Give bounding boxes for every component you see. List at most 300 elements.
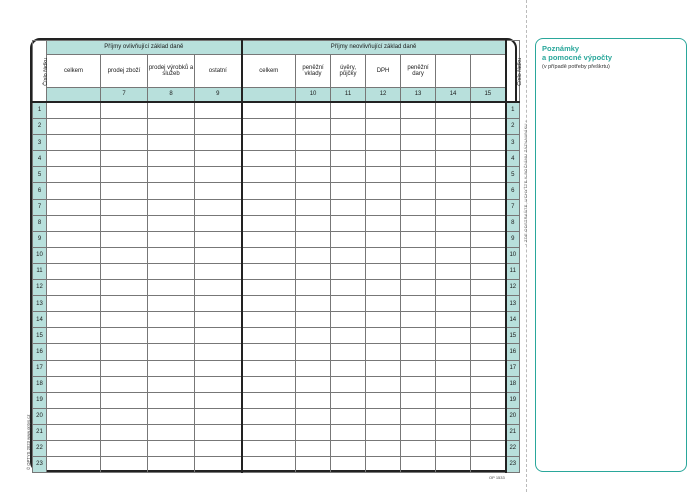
row-number-left: 2 <box>33 119 47 135</box>
entry-cell[interactable] <box>296 263 331 279</box>
entry-cell[interactable] <box>366 199 401 215</box>
entry-cell[interactable] <box>148 280 195 296</box>
row-number-right: 16 <box>506 344 520 360</box>
entry-cell[interactable] <box>471 119 506 135</box>
entry-cell[interactable] <box>101 167 148 183</box>
entry-cell[interactable] <box>148 424 195 440</box>
entry-cell[interactable] <box>366 183 401 199</box>
column-header: ostatní <box>195 55 242 88</box>
entry-cell[interactable] <box>436 328 471 344</box>
entry-cell[interactable] <box>242 167 296 183</box>
entry-cell[interactable] <box>47 440 101 456</box>
entry-cell[interactable] <box>366 263 401 279</box>
entry-cell[interactable] <box>471 263 506 279</box>
entry-cell[interactable] <box>401 199 436 215</box>
entry-cell[interactable] <box>471 231 506 247</box>
entry-cell[interactable] <box>331 296 366 312</box>
entry-cell[interactable] <box>148 231 195 247</box>
entry-cell[interactable] <box>101 102 148 119</box>
table-row <box>33 215 520 231</box>
entry-cell[interactable] <box>401 457 436 473</box>
entry-cell[interactable] <box>101 408 148 424</box>
entry-cell[interactable] <box>101 296 148 312</box>
entry-cell[interactable] <box>242 247 296 263</box>
entry-cell[interactable] <box>331 344 366 360</box>
entry-cell[interactable] <box>242 457 296 473</box>
entry-cell[interactable] <box>47 280 101 296</box>
entry-cell[interactable] <box>331 231 366 247</box>
table-row <box>33 424 520 440</box>
table-row <box>33 135 520 151</box>
entry-cell[interactable] <box>148 183 195 199</box>
entry-cell[interactable] <box>401 167 436 183</box>
row-number-right: 5 <box>506 167 520 183</box>
entry-cell[interactable] <box>101 215 148 231</box>
entry-cell[interactable] <box>401 392 436 408</box>
entry-cell[interactable] <box>101 328 148 344</box>
entry-cell[interactable] <box>242 392 296 408</box>
entry-cell[interactable] <box>366 328 401 344</box>
entry-cell[interactable] <box>436 167 471 183</box>
table-row <box>33 183 520 199</box>
entry-cell[interactable] <box>195 102 242 119</box>
entry-cell[interactable] <box>366 102 401 119</box>
entry-cell[interactable] <box>471 440 506 456</box>
entry-cell[interactable] <box>436 183 471 199</box>
entry-cell[interactable] <box>331 263 366 279</box>
row-number-left: 4 <box>33 151 47 167</box>
entry-cell[interactable] <box>331 247 366 263</box>
row-number-right: 2 <box>506 119 520 135</box>
entry-cell[interactable] <box>47 183 101 199</box>
entry-cell[interactable] <box>242 328 296 344</box>
column-number: 14 <box>436 88 471 103</box>
entry-cell[interactable] <box>296 167 331 183</box>
entry-cell[interactable] <box>401 215 436 231</box>
entry-cell[interactable] <box>436 102 471 119</box>
entry-cell[interactable] <box>101 344 148 360</box>
entry-cell[interactable] <box>242 312 296 328</box>
entry-cell[interactable] <box>436 312 471 328</box>
entry-cell[interactable] <box>436 376 471 392</box>
entry-cell[interactable] <box>242 199 296 215</box>
entry-cell[interactable] <box>436 408 471 424</box>
row-number-left: 13 <box>33 296 47 312</box>
entry-cell[interactable] <box>296 151 331 167</box>
entry-cell[interactable] <box>471 376 506 392</box>
entry-cell[interactable] <box>296 376 331 392</box>
entry-cell[interactable] <box>101 392 148 408</box>
entry-cell[interactable] <box>436 440 471 456</box>
entry-cell[interactable] <box>195 312 242 328</box>
entry-cell[interactable] <box>436 360 471 376</box>
column-number: 15 <box>471 88 506 103</box>
entry-cell[interactable] <box>296 183 331 199</box>
entry-cell[interactable] <box>148 296 195 312</box>
entry-cell[interactable] <box>331 119 366 135</box>
entry-cell[interactable] <box>401 280 436 296</box>
entry-cell[interactable] <box>471 296 506 312</box>
entry-cell[interactable] <box>101 151 148 167</box>
entry-cell[interactable] <box>47 167 101 183</box>
entry-cell[interactable] <box>47 376 101 392</box>
table-row <box>33 457 520 473</box>
entry-cell[interactable] <box>401 263 436 279</box>
entry-cell[interactable] <box>366 344 401 360</box>
entry-cell[interactable] <box>195 328 242 344</box>
entry-cell[interactable] <box>436 247 471 263</box>
row-number-right: 23 <box>506 457 520 473</box>
entry-cell[interactable] <box>366 231 401 247</box>
entry-cell[interactable] <box>296 440 331 456</box>
entry-cell[interactable] <box>148 215 195 231</box>
entry-cell[interactable] <box>366 312 401 328</box>
entry-cell[interactable] <box>242 424 296 440</box>
column-number: 8 <box>148 88 195 103</box>
entry-cell[interactable] <box>331 457 366 473</box>
entry-cell[interactable] <box>401 183 436 199</box>
column-header <box>436 55 471 88</box>
entry-cell[interactable] <box>296 199 331 215</box>
entry-cell[interactable] <box>331 312 366 328</box>
entry-cell[interactable] <box>366 392 401 408</box>
row-number-right: 9 <box>506 231 520 247</box>
entry-cell[interactable] <box>471 183 506 199</box>
column-number: 9 <box>195 88 242 103</box>
entry-cell[interactable] <box>148 440 195 456</box>
entry-cell[interactable] <box>101 280 148 296</box>
entry-cell[interactable] <box>436 263 471 279</box>
entry-cell[interactable] <box>366 376 401 392</box>
entry-cell[interactable] <box>436 457 471 473</box>
entry-cell[interactable] <box>401 296 436 312</box>
entry-cell[interactable] <box>331 280 366 296</box>
entry-cell[interactable] <box>47 424 101 440</box>
entry-cell[interactable] <box>401 151 436 167</box>
entry-cell[interactable] <box>296 102 331 119</box>
column-header: úvěry, půjčky <box>331 55 366 88</box>
entry-cell[interactable] <box>436 392 471 408</box>
entry-cell[interactable] <box>47 151 101 167</box>
table-row <box>33 151 520 167</box>
entry-cell[interactable] <box>148 247 195 263</box>
entry-cell[interactable] <box>331 151 366 167</box>
row-number-left: 21 <box>33 424 47 440</box>
entry-cell[interactable] <box>296 231 331 247</box>
entry-cell[interactable] <box>47 392 101 408</box>
entry-cell[interactable] <box>101 135 148 151</box>
entry-cell[interactable] <box>195 408 242 424</box>
entry-cell[interactable] <box>47 344 101 360</box>
entry-cell[interactable] <box>471 360 506 376</box>
entry-cell[interactable] <box>195 360 242 376</box>
entry-cell[interactable] <box>366 167 401 183</box>
entry-cell[interactable] <box>436 135 471 151</box>
entry-cell[interactable] <box>47 135 101 151</box>
entry-cell[interactable] <box>242 183 296 199</box>
entry-cell[interactable] <box>101 231 148 247</box>
entry-cell[interactable] <box>296 408 331 424</box>
entry-cell[interactable] <box>195 344 242 360</box>
entry-cell[interactable] <box>148 360 195 376</box>
entry-cell[interactable] <box>436 280 471 296</box>
entry-cell[interactable] <box>242 119 296 135</box>
entry-cell[interactable] <box>148 199 195 215</box>
entry-cell[interactable] <box>195 167 242 183</box>
entry-cell[interactable] <box>195 440 242 456</box>
entry-cell[interactable] <box>471 328 506 344</box>
entry-cell[interactable] <box>47 360 101 376</box>
entry-cell[interactable] <box>436 344 471 360</box>
entry-cell[interactable] <box>296 392 331 408</box>
entry-cell[interactable] <box>436 424 471 440</box>
entry-cell[interactable] <box>195 119 242 135</box>
entry-cell[interactable] <box>242 263 296 279</box>
entry-cell[interactable] <box>331 167 366 183</box>
entry-cell[interactable] <box>148 344 195 360</box>
row-number-left: 9 <box>33 231 47 247</box>
entry-cell[interactable] <box>148 376 195 392</box>
entry-cell[interactable] <box>195 392 242 408</box>
entry-cell[interactable] <box>471 424 506 440</box>
entry-cell[interactable] <box>148 328 195 344</box>
entry-cell[interactable] <box>101 183 148 199</box>
entry-cell[interactable] <box>331 424 366 440</box>
entry-cell[interactable] <box>101 440 148 456</box>
entry-cell[interactable] <box>401 344 436 360</box>
table-row <box>33 360 520 376</box>
entry-cell[interactable] <box>148 135 195 151</box>
entry-cell[interactable] <box>401 312 436 328</box>
entry-cell[interactable] <box>101 457 148 473</box>
entry-cell[interactable] <box>242 102 296 119</box>
entry-cell[interactable] <box>296 247 331 263</box>
table-row <box>33 408 520 424</box>
entry-cell[interactable] <box>47 119 101 135</box>
entry-cell[interactable] <box>436 231 471 247</box>
entry-cell[interactable] <box>148 312 195 328</box>
entry-cell[interactable] <box>471 167 506 183</box>
entry-cell[interactable] <box>296 280 331 296</box>
notes-subtitle: (v případě potřeby přeškrtu) <box>542 64 610 70</box>
entry-cell[interactable] <box>401 102 436 119</box>
entry-cell[interactable] <box>401 119 436 135</box>
entry-cell[interactable] <box>331 135 366 151</box>
entry-cell[interactable] <box>47 296 101 312</box>
entry-cell[interactable] <box>195 247 242 263</box>
entry-cell[interactable] <box>242 376 296 392</box>
column-number <box>47 88 101 103</box>
entry-cell[interactable] <box>331 360 366 376</box>
right-group-title: Příjmy neovlivňující základ daně <box>242 41 506 55</box>
entry-cell[interactable] <box>296 119 331 135</box>
entry-cell[interactable] <box>242 408 296 424</box>
entry-cell[interactable] <box>331 392 366 408</box>
row-number-right: 13 <box>506 296 520 312</box>
entry-cell[interactable] <box>101 376 148 392</box>
entry-cell[interactable] <box>366 119 401 135</box>
entry-cell[interactable] <box>195 424 242 440</box>
entry-cell[interactable] <box>101 424 148 440</box>
entry-cell[interactable] <box>471 151 506 167</box>
entry-cell[interactable] <box>242 151 296 167</box>
entry-cell[interactable] <box>471 312 506 328</box>
entry-cell[interactable] <box>195 231 242 247</box>
entry-cell[interactable] <box>401 408 436 424</box>
entry-cell[interactable] <box>101 263 148 279</box>
entry-cell[interactable] <box>47 328 101 344</box>
column-header: DPH <box>366 55 401 88</box>
entry-cell[interactable] <box>436 215 471 231</box>
entry-cell[interactable] <box>366 135 401 151</box>
entry-cell[interactable] <box>242 344 296 360</box>
row-number-left: 17 <box>33 360 47 376</box>
entry-cell[interactable] <box>296 328 331 344</box>
entry-cell[interactable] <box>331 440 366 456</box>
entry-cell[interactable] <box>471 457 506 473</box>
entry-cell[interactable] <box>242 360 296 376</box>
entry-cell[interactable] <box>296 360 331 376</box>
entry-cell[interactable] <box>195 376 242 392</box>
entry-cell[interactable] <box>148 457 195 473</box>
entry-cell[interactable] <box>471 392 506 408</box>
entry-cell[interactable] <box>242 215 296 231</box>
entry-cell[interactable] <box>331 102 366 119</box>
entry-cell[interactable] <box>366 215 401 231</box>
entry-cell[interactable] <box>101 199 148 215</box>
entry-cell[interactable] <box>366 296 401 312</box>
entry-cell[interactable] <box>471 199 506 215</box>
entry-cell[interactable] <box>296 215 331 231</box>
entry-cell[interactable] <box>296 457 331 473</box>
entry-cell[interactable] <box>195 457 242 473</box>
column-number: 10 <box>296 88 331 103</box>
entry-cell[interactable] <box>242 231 296 247</box>
table-row <box>33 167 520 183</box>
entry-cell[interactable] <box>47 312 101 328</box>
table-row <box>33 296 520 312</box>
entry-cell[interactable] <box>401 424 436 440</box>
entry-cell[interactable] <box>436 199 471 215</box>
entry-cell[interactable] <box>366 280 401 296</box>
entry-cell[interactable] <box>331 376 366 392</box>
entry-cell[interactable] <box>331 199 366 215</box>
entry-cell[interactable] <box>195 263 242 279</box>
entry-cell[interactable] <box>401 360 436 376</box>
entry-cell[interactable] <box>195 296 242 312</box>
entry-cell[interactable] <box>47 263 101 279</box>
table-row <box>33 440 520 456</box>
entry-cell[interactable] <box>366 440 401 456</box>
entry-cell[interactable] <box>148 263 195 279</box>
entry-cell[interactable] <box>471 344 506 360</box>
entry-cell[interactable] <box>148 119 195 135</box>
entry-cell[interactable] <box>195 199 242 215</box>
entry-cell[interactable] <box>401 247 436 263</box>
entry-cell[interactable] <box>436 296 471 312</box>
entry-cell[interactable] <box>47 215 101 231</box>
notes-box[interactable] <box>535 38 687 472</box>
entry-cell[interactable] <box>242 440 296 456</box>
entry-cell[interactable] <box>296 312 331 328</box>
entry-cell[interactable] <box>296 296 331 312</box>
entry-cell[interactable] <box>101 119 148 135</box>
entry-cell[interactable] <box>401 231 436 247</box>
row-number-right: 11 <box>506 263 520 279</box>
entry-cell[interactable] <box>471 215 506 231</box>
row-number-right: 8 <box>506 215 520 231</box>
entry-cell[interactable] <box>366 424 401 440</box>
entry-cell[interactable] <box>331 215 366 231</box>
entry-cell[interactable] <box>101 247 148 263</box>
entry-cell[interactable] <box>331 183 366 199</box>
entry-cell[interactable] <box>195 135 242 151</box>
entry-cell[interactable] <box>148 151 195 167</box>
column-number: 11 <box>331 88 366 103</box>
entry-cell[interactable] <box>331 328 366 344</box>
row-number-left: 22 <box>33 440 47 456</box>
entry-cell[interactable] <box>401 135 436 151</box>
row-number-left: 18 <box>33 376 47 392</box>
entry-cell[interactable] <box>471 408 506 424</box>
entry-cell[interactable] <box>471 280 506 296</box>
entry-cell[interactable] <box>401 376 436 392</box>
row-number-right: 20 <box>506 408 520 424</box>
entry-cell[interactable] <box>148 167 195 183</box>
entry-cell[interactable] <box>242 135 296 151</box>
entry-cell[interactable] <box>47 231 101 247</box>
entry-cell[interactable] <box>148 392 195 408</box>
entry-cell[interactable] <box>296 424 331 440</box>
entry-cell[interactable] <box>101 360 148 376</box>
row-number-right: 4 <box>506 151 520 167</box>
entry-cell[interactable] <box>242 280 296 296</box>
entry-cell[interactable] <box>401 328 436 344</box>
entry-cell[interactable] <box>47 102 101 119</box>
entry-cell[interactable] <box>366 247 401 263</box>
entry-cell[interactable] <box>195 280 242 296</box>
entry-cell[interactable] <box>47 247 101 263</box>
entry-cell[interactable] <box>471 247 506 263</box>
entry-cell[interactable] <box>148 408 195 424</box>
entry-cell[interactable] <box>366 457 401 473</box>
entry-cell[interactable] <box>101 312 148 328</box>
column-header: peněžní dary <box>401 55 436 88</box>
entry-cell[interactable] <box>148 102 195 119</box>
entry-cell[interactable] <box>331 408 366 424</box>
entry-cell[interactable] <box>242 296 296 312</box>
row-number-left: 20 <box>33 408 47 424</box>
entry-cell[interactable] <box>195 183 242 199</box>
entry-cell[interactable] <box>471 102 506 119</box>
entry-cell[interactable] <box>47 408 101 424</box>
entry-cell[interactable] <box>366 360 401 376</box>
form-code: OP 1533 <box>489 475 505 480</box>
entry-cell[interactable] <box>195 151 242 167</box>
entry-cell[interactable] <box>296 135 331 151</box>
entry-cell[interactable] <box>366 151 401 167</box>
entry-cell[interactable] <box>195 215 242 231</box>
entry-cell[interactable] <box>471 135 506 151</box>
column-number: 12 <box>366 88 401 103</box>
entry-cell[interactable] <box>366 408 401 424</box>
entry-cell[interactable] <box>47 199 101 215</box>
entry-cell[interactable] <box>436 151 471 167</box>
entry-cell[interactable] <box>47 457 101 473</box>
entry-cell[interactable] <box>401 440 436 456</box>
entry-cell[interactable] <box>436 119 471 135</box>
entry-cell[interactable] <box>296 344 331 360</box>
